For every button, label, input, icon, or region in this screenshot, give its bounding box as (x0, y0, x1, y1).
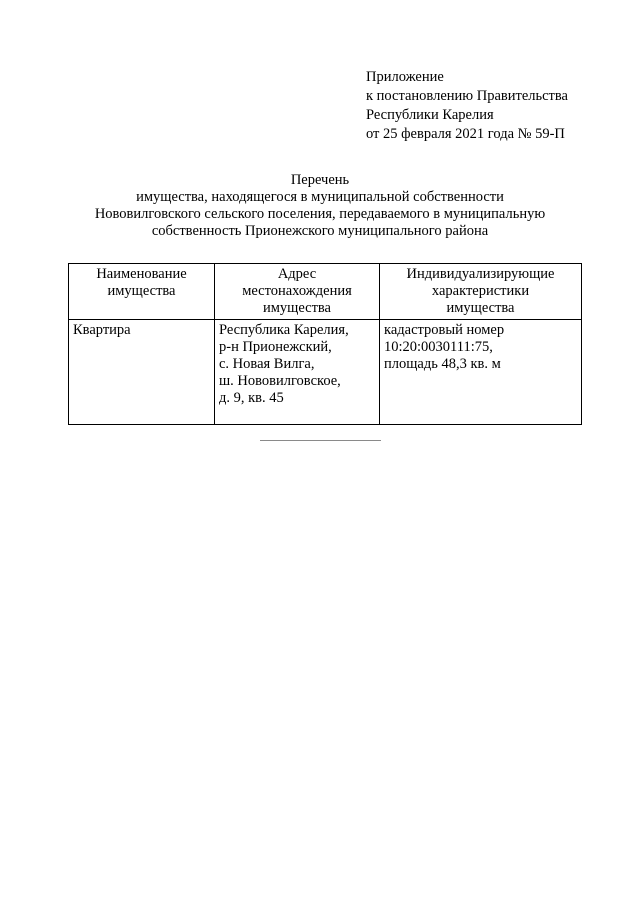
appendix-line: Приложение (366, 69, 444, 85)
title-line: Перечень (290, 172, 350, 188)
cell-line: с. Новая Вилга, (219, 356, 315, 372)
table-row (69, 320, 582, 425)
cell-line: площадь 48,3 кв. м (384, 356, 501, 372)
header-line: Адрес (277, 266, 317, 282)
header-property-name (69, 264, 215, 320)
header-address (215, 264, 380, 320)
cell-line: ш. Нововилговское, (219, 373, 341, 389)
cell-line: Республика Карелия, (219, 322, 349, 338)
cell-address (215, 320, 380, 425)
appendix-line: Республики Карелия (366, 107, 494, 123)
header-line: характеристики (431, 283, 530, 299)
end-divider (260, 440, 381, 441)
cell-line: 10:20:0030111:75, (384, 339, 493, 355)
title-line: собственность Прионежского муниципального района (151, 223, 489, 239)
header-line: имущества (262, 300, 331, 316)
cell-property-name (69, 320, 215, 425)
header-characteristics (380, 264, 582, 320)
property-table (68, 263, 582, 425)
cell-line: Квартира (73, 322, 131, 338)
title-line: имущества, находящегося в муниципальной собственности (136, 189, 504, 205)
table-header-row (69, 264, 582, 320)
cell-line: д. 9, кв. 45 (219, 390, 284, 406)
cell-characteristics (380, 320, 582, 425)
cell-line: кадастровый номер (384, 322, 505, 338)
header-line: местонахождения (242, 283, 352, 299)
header-line: имущества (446, 300, 515, 316)
header-line: Наименование (96, 266, 187, 282)
appendix-block (366, 68, 568, 144)
appendix-line: к постановлению Правительства (366, 88, 568, 104)
title-line: Нововилговского сельского поселения, передаваемого в муниципальную (94, 206, 546, 222)
header-line: имущества (107, 283, 176, 299)
document-title (60, 172, 580, 240)
cell-line: р-н Прионежский, (219, 339, 332, 355)
header-line: Индивидуализирующие (406, 266, 555, 282)
appendix-line: от 25 февраля 2021 года № 59-П (366, 126, 565, 142)
